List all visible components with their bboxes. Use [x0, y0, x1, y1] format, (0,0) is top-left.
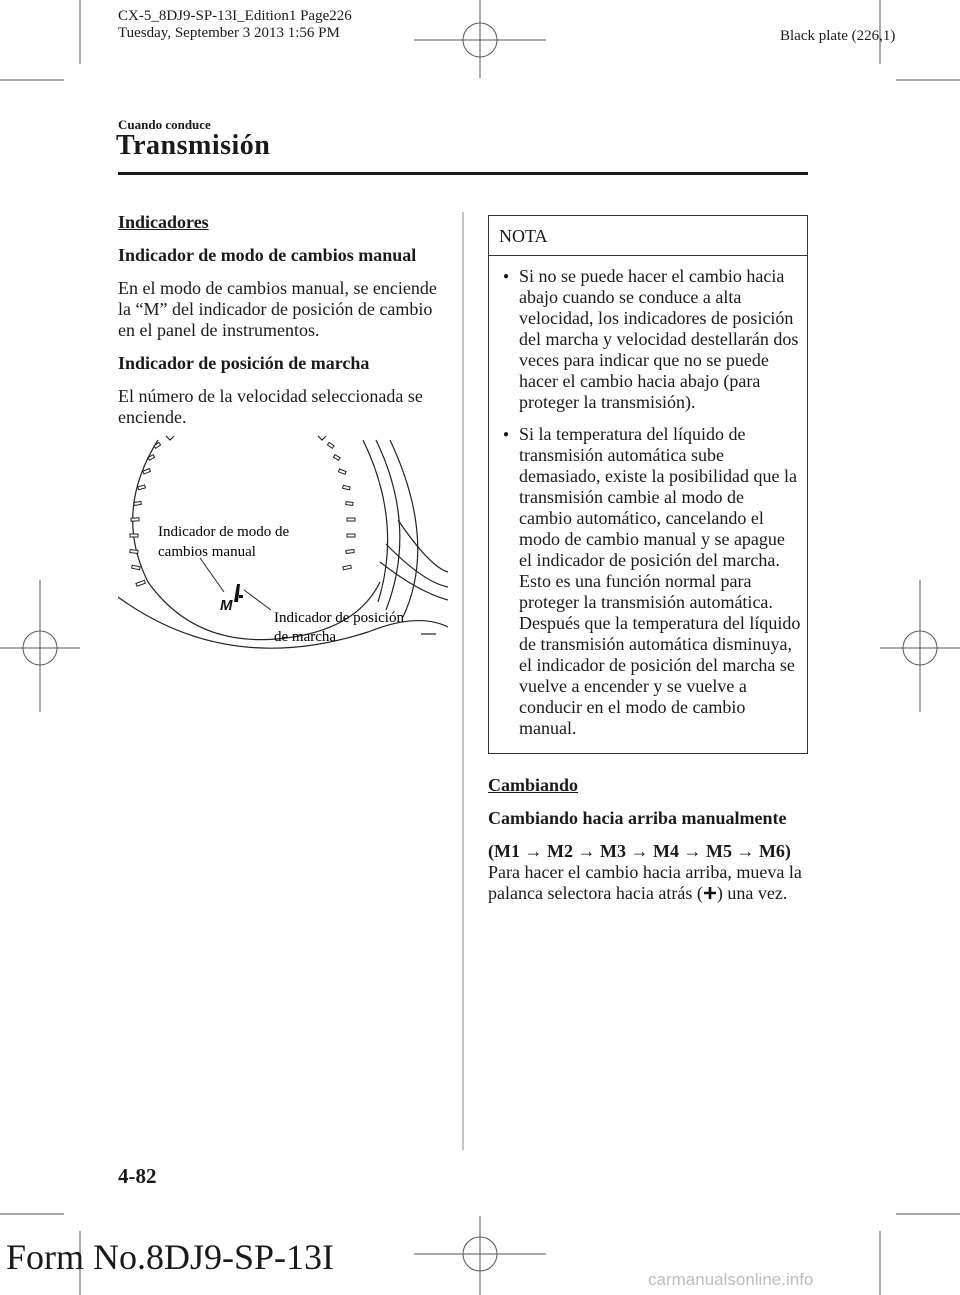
label-manual-mode-line2: cambios manual	[158, 544, 256, 560]
heading-cambiando: Cambiando	[488, 775, 579, 795]
section-label: Cuando conduce	[118, 117, 211, 132]
subheading-upshift: Cambiando hacia arriba manualmente	[488, 808, 787, 828]
note-item	[489, 424, 807, 739]
print-date-line: Tuesday, September 3 2013 1:56 PM	[118, 25, 340, 41]
paragraph-gear-position: El número de la velocidad seleccionada se enciende.	[118, 386, 423, 427]
plate-label: Black plate (226,1)	[780, 28, 896, 44]
note-text: Si la temperatura del líquido de transmisión automática sube demasiado, existe la posibilidad que la transmisión cambie al modo de cambio automático, cancelando el modo de cambio manual y se apague el indicador de posición del marcha. Esto es una función normal para proteger la transmisión automática. Después que la temperatura del líquido de transmisión automática disminuya, el indicador de posición del marcha se vuelve a encender y se vuelve a conducir en el modo de cambio manual.	[519, 424, 801, 738]
bullet-icon: ●	[503, 429, 510, 440]
gear-position-glyph	[234, 584, 243, 602]
title-rule	[118, 172, 808, 175]
note-box	[488, 215, 808, 754]
print-file-line: CX-5_8DJ9-SP-13I_Edition1 Page226	[118, 8, 352, 24]
heading-indicadores: Indicadores	[118, 212, 209, 232]
subheading-manual-mode: Indicador de modo de cambios manual	[118, 245, 417, 265]
upshift-text-before: Para hacer el cambio hacia arriba, mueva la palanca selectora hacia atrás (	[488, 862, 802, 903]
left-column	[118, 212, 448, 428]
paragraph-upshift	[488, 862, 808, 904]
print-header	[118, 8, 352, 42]
subheading-gear-position: Indicador de posición de marcha	[118, 353, 370, 373]
label-gear-position-line2: de marcha	[274, 629, 337, 645]
label-gear-position-line1: Indicador de posición	[274, 610, 404, 626]
form-number: Form No.8DJ9-SP-13I	[6, 1237, 335, 1277]
instrument-cluster-illustration	[118, 432, 448, 662]
plus-icon	[703, 886, 717, 900]
note-item	[489, 266, 807, 413]
manual-mode-glyph: M	[220, 597, 233, 614]
section-title: Transmisión	[116, 130, 271, 161]
upshift-text-after: ) una vez.	[716, 883, 788, 903]
page-number: 4-82	[118, 1164, 157, 1188]
paragraph-manual-mode: En el modo de cambios manual, se enciende la “M” del indicador de posición de cambio en el panel de instrumentos.	[118, 278, 437, 340]
gear-sequence: (M1 → M2 → M3 → M4 → M5 → M6)	[488, 841, 791, 861]
right-column	[488, 775, 808, 904]
note-text: Si no se puede hacer el cambio hacia abajo cuando se conduce a alta velocidad, los indicadores de posición del marcha y velocidad destellarán dos veces para indicar que no se puede hacer el cambio hacia abajo (para proteger la transmisión).	[519, 266, 799, 412]
bullet-icon: ●	[503, 271, 510, 282]
label-manual-mode-line1: Indicador de modo de	[158, 524, 290, 540]
note-title: NOTA	[489, 216, 807, 256]
watermark: carmanualsonline.info	[648, 1270, 814, 1289]
